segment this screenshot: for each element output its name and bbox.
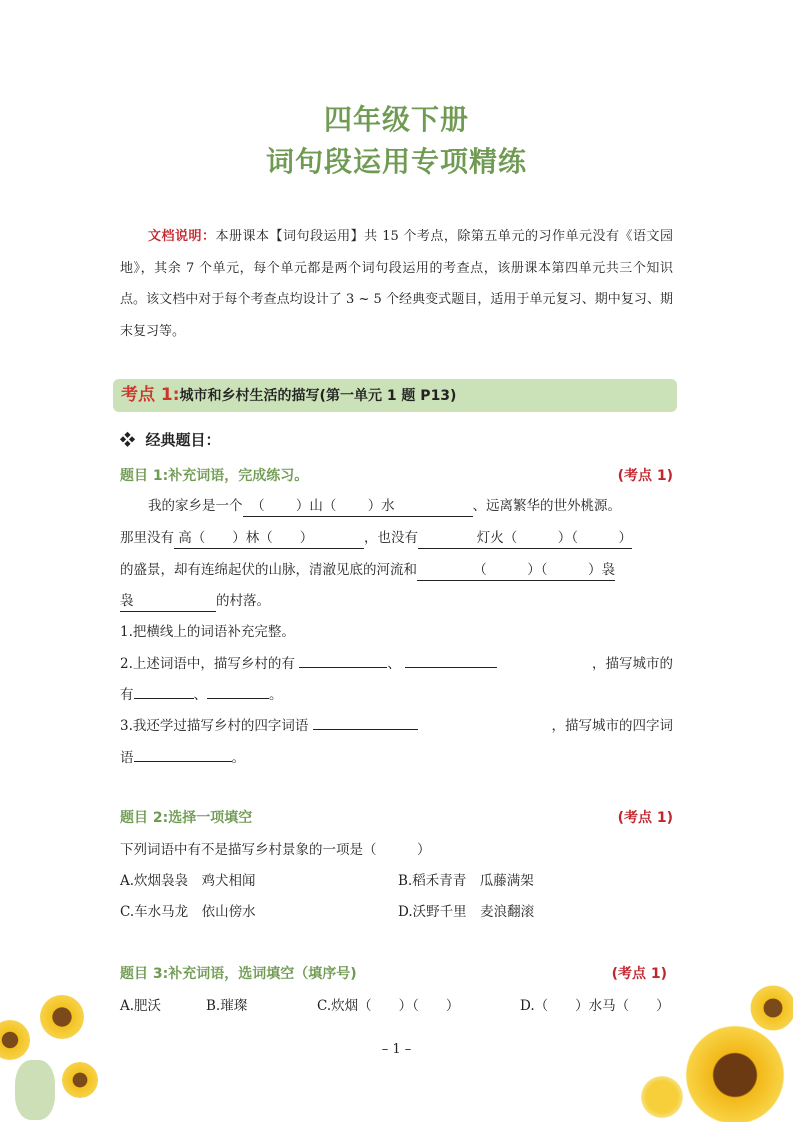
diamond-bullet-icon: ❖ bbox=[120, 431, 136, 449]
blank[interactable] bbox=[134, 761, 232, 762]
q3-tag: (考点 1) bbox=[611, 966, 667, 982]
option-c: C.炊烟（ ）（ ） bbox=[317, 998, 460, 1014]
text: ，也没有 bbox=[364, 530, 418, 546]
intro-paragraph bbox=[120, 221, 673, 347]
option-a: A.肥沃 bbox=[120, 998, 162, 1014]
page-number: – 1 – bbox=[381, 1042, 412, 1057]
text: 那里没有 bbox=[120, 530, 174, 546]
text: 、 bbox=[193, 687, 207, 703]
text: ）（ bbox=[557, 530, 578, 546]
text: 。 bbox=[231, 750, 245, 766]
blank[interactable] bbox=[243, 496, 473, 517]
blank[interactable] bbox=[418, 528, 632, 549]
blank[interactable] bbox=[174, 528, 364, 549]
q1-sub-3-cont bbox=[120, 748, 673, 768]
subheading-text: 经典题目： bbox=[145, 431, 221, 449]
text: ）山（ bbox=[295, 498, 337, 514]
option-d: D.（ ）水马（ ） bbox=[520, 998, 670, 1014]
text: 灯火（ bbox=[476, 530, 518, 546]
text: ）（ bbox=[527, 562, 548, 578]
text: 有 bbox=[120, 687, 134, 703]
text: ）水 bbox=[367, 498, 395, 514]
text: 的盛景，却有连绵起伏的山脉，清澈见底的河流和 bbox=[120, 562, 417, 578]
q1-tag: (考点 1) bbox=[617, 468, 673, 484]
text: （ bbox=[473, 562, 487, 578]
text: 高（ bbox=[178, 530, 206, 546]
title-line-2: 词句段运用专项精练 bbox=[265, 145, 527, 178]
q1-sub-1: 1.把横线上的词语补充完整。 bbox=[120, 624, 295, 640]
text: 语 bbox=[120, 750, 134, 766]
blank[interactable] bbox=[417, 560, 615, 581]
text: ，描写城市的 bbox=[592, 656, 673, 672]
text: 。 bbox=[269, 687, 283, 703]
q2-header bbox=[120, 808, 673, 828]
q1-line-2 bbox=[120, 528, 673, 549]
blank[interactable] bbox=[120, 591, 216, 612]
text: ） bbox=[618, 530, 632, 546]
option-b: B.璀璨 bbox=[206, 998, 248, 1014]
section-text: 城市和乡村生活的描写(第一单元 1 题 P13) bbox=[179, 388, 457, 404]
blank[interactable] bbox=[134, 698, 194, 699]
text: ）林（ bbox=[232, 530, 273, 546]
blank[interactable] bbox=[313, 729, 418, 730]
q1-sub-2 bbox=[120, 654, 673, 674]
blank[interactable] bbox=[299, 667, 387, 668]
q2-tag: (考点 1) bbox=[617, 810, 673, 826]
text: 、远离繁华的世外桃源。 bbox=[472, 498, 621, 514]
blank[interactable] bbox=[405, 667, 497, 668]
blank[interactable] bbox=[207, 698, 269, 699]
q1-header bbox=[120, 466, 673, 486]
option-a[interactable]: A.炊烟袅袅 鸡犬相闻 bbox=[120, 873, 256, 889]
q1-line-1 bbox=[120, 496, 673, 517]
q2-stem: 下列词语中有不是描写乡村景象的一项是（ ） bbox=[120, 842, 431, 858]
intro-text: 本册课本【词句段运用】共 15 个考点，除第五单元的习作单元没有《语文园地》，其余 7 个单元，每个单元都是两个词句段运用的考查点，该册课本第四单元共三个知识点。该文档中对于每个考查点均设计了 3 ~ 5 个经典变式题目，适用于单元复习、期中复习、期末复习等。 bbox=[120, 229, 673, 339]
option-c[interactable]: C.车水马龙 依山傍水 bbox=[120, 904, 256, 920]
section-header bbox=[113, 379, 677, 412]
q3-header bbox=[120, 964, 667, 984]
option-b[interactable]: B.稻禾青青 瓜藤满架 bbox=[398, 873, 534, 889]
q1-title: 题目 1:补充词语，完成练习。 bbox=[120, 468, 309, 484]
title-line-1: 四年级下册 bbox=[323, 103, 469, 136]
text: 2.上述词语中，描写乡村的有 bbox=[120, 656, 295, 672]
text: ）袅 bbox=[588, 562, 615, 578]
section-label: 考点 1: bbox=[121, 385, 180, 405]
text: 的村落。 bbox=[216, 593, 270, 609]
text: ，描写城市的四字词 bbox=[551, 718, 673, 734]
subheading bbox=[120, 430, 673, 450]
q1-sub-2-cont bbox=[120, 685, 673, 705]
q1-sub-3 bbox=[120, 716, 673, 736]
q3-title: 题目 3:补充词语，选词填空（填序号) bbox=[120, 966, 357, 982]
q1-line-4 bbox=[120, 591, 673, 612]
text: ） bbox=[299, 530, 314, 546]
q2-title: 题目 2:选择一项填空 bbox=[120, 810, 253, 826]
text: （ bbox=[251, 498, 265, 514]
option-d[interactable]: D.沃野千里 麦浪翻滚 bbox=[398, 904, 535, 920]
text: 袅 bbox=[120, 593, 134, 609]
q1-line-3 bbox=[120, 560, 673, 581]
intro-label: 文档说明： bbox=[148, 229, 216, 244]
text: 、 bbox=[387, 656, 401, 672]
text: 3.我还学过描写乡村的四字词语 bbox=[120, 718, 309, 734]
text: 我的家乡是一个 bbox=[148, 498, 243, 514]
